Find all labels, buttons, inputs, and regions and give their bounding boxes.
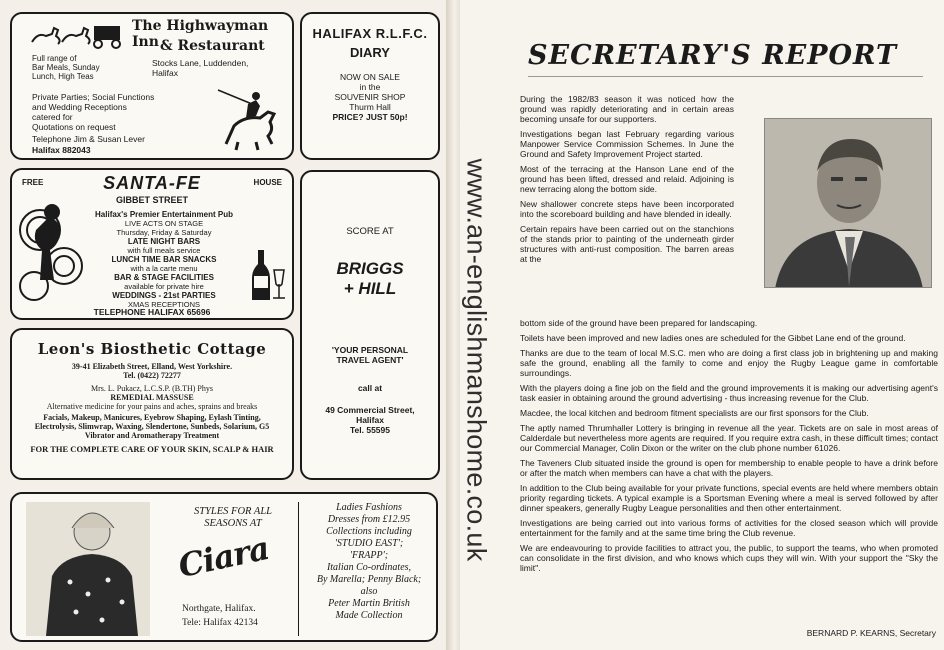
address-line: Northgate, Halifax.: [182, 604, 256, 614]
bh-name-1: BRIGGS: [336, 259, 404, 278]
website-watermark: [456, 100, 496, 620]
leon-practitioner: Mrs. L. Pukacz, L.C.S.P. (B.TH) Phys: [90, 384, 213, 393]
ciara-styles: [178, 506, 288, 530]
report-paragraph: The Taveners Club situated inside the ground is open for membership to enable people to have a drink before or after the match when members can have a chat with the players.: [520, 458, 938, 478]
report-paragraph: In addition to the Club being available for your private functions, special events are held where members obtain priority regarding tickets. A typical example is a Sportsman Evening where a meal is served followed by after dinner speakers, generally Rugby League personalities and then other entertainment.: [520, 483, 938, 513]
fashion-line: 'FRAPP';: [349, 550, 389, 561]
santa-fe-ad: [10, 168, 294, 320]
address-line: Stocks Lane, Luddenden,: [152, 58, 249, 68]
report-paragraph: Toilets have been improved and new ladies ones are scheduled for the Gibbet Lane end of the ground.: [520, 333, 906, 343]
private-line: Private Parties; Social Functions: [32, 92, 155, 102]
fare-line: Bar Meals, Sunday: [32, 63, 100, 72]
leon-address: 39-41 Elizabeth Street, Elland, West Yorkshire.: [71, 362, 233, 371]
fashion-line: 'STUDIO EAST';: [334, 538, 404, 549]
highwayman-inn-ad: [10, 12, 294, 160]
address-line: Tel. 55595: [349, 425, 390, 435]
fashion-line: Made Collection: [335, 610, 403, 621]
report-paragraph: The aptly named Thrumhaller Lottery is bringing in revenue all the year. Tickets are on sale in most areas of Calderdale but nevertheless more agents are required. If you require extra cash, in these difficult times; contact our Commercial Manager, Colin Dixon or the writer on the club phone number 61026.: [520, 423, 938, 453]
santa-fe-line: BAR & STAGE FACILITIES: [114, 273, 214, 282]
fashion-line: also: [360, 586, 378, 597]
highwayman-rider-icon: [216, 84, 288, 154]
private-line: and Wedding Receptions: [32, 102, 127, 112]
private-line: Quotations on request: [32, 122, 116, 132]
report-paragraph: During the 1982/83 season it was noticed how the ground was rapidly deteriorating and in certain areas becoming unsafe for our supporters.: [520, 94, 734, 124]
santa-fe-line: with full meals service: [127, 246, 201, 255]
tagline-line: 'YOUR PERSONAL: [331, 345, 409, 355]
diary-line: SOUVENIR SHOP: [334, 92, 406, 102]
leon-alt-medicine: Alternative medicine for your pains and aches, sprains and breaks: [46, 402, 258, 411]
santa-fe-line: WEDDINGS - 21st PARTIES: [112, 291, 216, 300]
diary-line: Thurm Hall: [349, 102, 391, 112]
santa-fe-title: SANTA-FE: [103, 173, 201, 193]
ciara-fashion-list: [304, 502, 434, 622]
diary-price: PRICE? JUST 50p!: [332, 112, 408, 122]
santa-fe-line: LUNCH TIME BAR SNACKS: [111, 255, 217, 264]
report-column-wide: [520, 318, 938, 578]
report-paragraph: Investigations began last February regarding various Manpower Service Commission Schemes. In June the Ground and Safety Improvement Project started.: [520, 129, 734, 159]
fashion-line: Italian Co-ordinates,: [326, 562, 412, 573]
bh-score-at: SCORE AT: [346, 226, 394, 237]
diary-title: HALIFAX R.L.F.C.: [312, 26, 428, 41]
report-paragraph: bottom side of the ground have been prepared for landscaping.: [520, 318, 758, 328]
highwayman-phone: Halifax 882043: [32, 145, 91, 155]
report-paragraph: Investigations are being carried out into various forms of activities for the closed season which will provide entertainment for the family and at the same time bring the Club revenue.: [520, 518, 938, 538]
santa-fe-free: FREE: [22, 178, 44, 187]
styles-line: SEASONS AT: [204, 518, 262, 529]
report-paragraph: We are endeavouring to provide facilities to attract you, the public, to support the teams, who when promoted can consolidate in the first division, and who knows which cups they will win. With your support the ''Sky the limit''.: [520, 543, 938, 573]
diary-line: in the: [359, 82, 381, 92]
fashion-line: Collections including: [326, 526, 412, 537]
bh-call-at: call at: [357, 383, 383, 393]
ciara-ad: [10, 492, 438, 642]
santa-fe-details: [72, 210, 256, 309]
santa-fe-street: GIBBET STREET: [115, 195, 188, 205]
diary-body: [302, 72, 438, 122]
highwayman-fare: [32, 54, 122, 81]
watermark-text: www.an-englishmanshome.co.uk: [461, 158, 492, 562]
report-paragraph: Certain repairs have been carried out on the stanchions of the stands prior to painting of the underneath girder structures with anti-rust composition. The barren areas at the: [520, 224, 734, 264]
diary-line: NOW ON SALE: [340, 72, 400, 82]
diary-subtitle: DIARY: [350, 45, 390, 60]
fare-line: Lunch, High Teas: [32, 72, 94, 81]
report-paragraph: With the players doing a fine job on the field and the ground improvements it is making our advertising agent's task easier in obtaining around the ground advertising - thus increasing revenue for the Club.: [520, 383, 938, 403]
fashion-line: By Marella; Penny Black;: [316, 574, 422, 585]
leon-tel: Tel. (0422) 72277: [123, 371, 181, 380]
santa-fe-line: LIVE ACTS ON STAGE: [124, 219, 204, 228]
santa-fe-line: Thursday, Friday & Saturday: [116, 228, 212, 237]
santa-fe-house: HOUSE: [253, 178, 282, 187]
ciara-divider: [298, 502, 299, 636]
leon-footer: FOR THE COMPLETE CARE OF YOUR SKIN, SCALP & HAIR: [30, 444, 274, 454]
rlfc-diary-ad: [300, 12, 440, 160]
fashion-line: Ladies Fashions: [336, 502, 402, 513]
highwayman-title-2: & Restaurant: [160, 38, 265, 54]
santa-fe-telephone: TELEPHONE HALIFAX 65696: [93, 307, 211, 317]
highwayman-address: [152, 58, 248, 78]
bh-name-2: + HILL: [343, 279, 397, 298]
ciara-address: [182, 602, 258, 630]
report-title: SECRETARY'S REPORT: [528, 40, 898, 71]
model-photo: [26, 502, 150, 636]
ciara-logo: Ciara: [175, 528, 272, 586]
leon-services: Facials, Makeup, Manicures, Eyebrow Shaping, Eylash Tinting, Electrolysis, Slimwrap, Waxing, Slendertone, Sunbeds, Solarium, G5 Vibrator and Aromatherapy Treatment: [34, 413, 270, 440]
highwayman-private-parties: [32, 92, 207, 132]
report-signoff: BERNARD P. KEARNS, Secretary: [806, 628, 936, 638]
horse-coach-icon: [28, 20, 124, 50]
title-rule: [528, 76, 923, 77]
wine-bottle-icon: [248, 246, 286, 302]
report-paragraph: Macdee, the local kitchen and bedroom fitment specialists are our first sponsors for the Club.: [520, 408, 869, 418]
leons-biosthetic-ad: [10, 328, 294, 480]
highwayman-title: The Highwayman Inn: [132, 18, 269, 50]
briggs-hill-ad: [300, 170, 440, 480]
highwayman-contact: Telephone Jim & Susan Lever: [32, 134, 145, 144]
santa-fe-line: Halifax's Premier Entertainment Pub: [95, 210, 233, 219]
address-line: 49 Commercial Street,: [325, 405, 415, 415]
santa-fe-line: XMAS RECEPTIONS: [127, 300, 201, 309]
santa-fe-line: with a la carte menu: [130, 264, 198, 273]
fashion-line: Dresses from £12.95: [327, 514, 411, 525]
styles-line: STYLES FOR ALL: [194, 506, 272, 517]
private-line: catered for: [32, 112, 73, 122]
bh-tagline: [302, 345, 438, 365]
address-line: Halifax: [152, 68, 178, 78]
santa-fe-line: LATE NIGHT BARS: [127, 237, 201, 246]
fashion-line: Peter Martin British: [328, 598, 410, 609]
tagline-line: TRAVEL AGENT': [336, 355, 404, 365]
bh-address: [302, 405, 438, 435]
portrait-figure-icon: [765, 119, 932, 288]
address-line: Halifax: [356, 415, 384, 425]
ciara-tel: Tele: Halifax 42134: [182, 618, 258, 628]
report-paragraph: New shallower concrete steps have been incorporated into the scoreboard building and have blended in ideally.: [520, 199, 734, 219]
secretary-portrait: [764, 118, 932, 288]
leon-title: Leon's Biosthetic Cottage: [37, 340, 267, 358]
fare-line: Full range of: [32, 54, 77, 63]
model-figure-icon: [26, 502, 150, 636]
report-paragraph: Most of the terracing at the Hanson Lane end of the ground has been lifted, dressed and relaid. Adjoining is new terracing along the bottom side.: [520, 164, 734, 194]
leon-role: REMEDIAL MASSUSE: [110, 393, 194, 402]
santa-fe-line: available for private hire: [124, 282, 204, 291]
report-paragraph: Thanks are due to the team of local M.S.C. men who are doing a first class job in brightening up and making safe the ground, enabling all the family to come and enjoy the Rugby League game in comfortable surroundings.: [520, 348, 938, 378]
report-column-narrow: [520, 94, 734, 269]
